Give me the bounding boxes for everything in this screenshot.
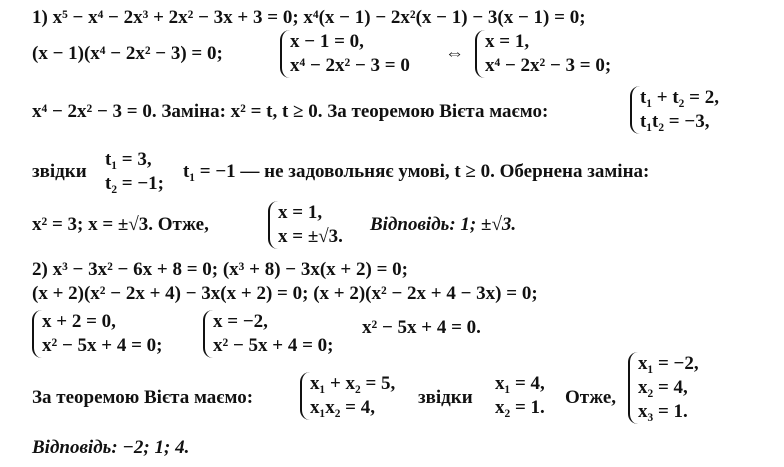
roots-t xyxy=(105,148,164,196)
part-2-line-1: 2) x³ − 3x² − 6x + 8 = 0; (x³ + 8) − 3x(x + 2) = 0; xyxy=(32,259,408,280)
system-2 xyxy=(475,30,611,78)
root-t1: t₁ = 3, xyxy=(105,149,152,170)
part-2-line-2: (x + 2)(x² − 2x + 4) − 3x(x + 2) = 0; (x + 2)(x² − 2x + 4 − 3x) = 0; xyxy=(32,283,538,304)
system-vieta-t xyxy=(630,86,719,134)
line-4-whence: звідки xyxy=(32,161,87,182)
system-x-1-row: x = 1, xyxy=(278,202,323,223)
roots-x xyxy=(495,372,545,420)
system-final-row: x₃ = 1. xyxy=(638,401,688,422)
system-1-row: x⁴ − 2x² − 3 = 0 xyxy=(290,55,410,76)
answer-2: Відповідь: −2; 1; 4. xyxy=(32,437,190,458)
system-2-row: x⁴ − 2x² − 3 = 0; xyxy=(485,55,612,76)
system-vieta-x-row: x₁x₂ = 4, xyxy=(310,397,375,418)
system-7-row: x² − 5x + 4 = 0; xyxy=(213,335,334,356)
system-6 xyxy=(32,310,163,358)
whence-2: звідки xyxy=(418,387,473,408)
system-7 xyxy=(203,310,334,358)
line-5-result: x² = 3; x = ±√3. Отже, xyxy=(32,214,209,235)
quadratic-equation: x² − 5x + 4 = 0. xyxy=(362,317,481,338)
system-1-row: x − 1 = 0, xyxy=(290,31,364,52)
root-x2: x₂ = 1. xyxy=(495,397,545,418)
vieta-line: За теоремою Вієта маємо: xyxy=(32,387,254,408)
line-3-substitution: x⁴ − 2x² − 3 = 0. Заміна: x² = t, t ≥ 0. За теоремою Вієта маємо: xyxy=(32,101,549,122)
system-2-row: x = 1, xyxy=(485,31,530,52)
system-6-row: x² − 5x + 4 = 0; xyxy=(42,335,163,356)
system-final-row: x₁ = −2, xyxy=(638,353,699,374)
system-final xyxy=(628,352,699,424)
root-x1: x₁ = 4, xyxy=(495,373,545,394)
equivalence-symbol: ⇔ xyxy=(445,43,464,64)
system-6-row: x + 2 = 0, xyxy=(42,311,116,332)
system-x-1 xyxy=(268,201,343,249)
system-1 xyxy=(280,30,410,78)
line-1-equation: 1) x⁵ − x⁴ − 2x³ + 2x² − 3x + 3 = 0; x⁴(x − 1) − 2x²(x − 1) − 3(x − 1) = 0; xyxy=(32,7,586,28)
system-final-row: x₂ = 4, xyxy=(638,377,688,398)
system-vieta-t-row: t₁t₂ = −3, xyxy=(640,111,710,132)
answer-1: Відповідь: 1; ±√3. xyxy=(370,214,517,235)
system-x-1-row: x = ±√3. xyxy=(278,226,343,247)
line-2-factorization: (x − 1)(x⁴ − 2x² − 3) = 0; xyxy=(32,43,223,64)
system-7-row: x = −2, xyxy=(213,311,268,332)
system-vieta-x xyxy=(300,372,395,420)
system-vieta-t-row: t₁ + t₂ = 2, xyxy=(640,87,719,108)
line-4-rest: t₁ = −1 — не задовольняє умові, t ≥ 0. Обернена заміна: xyxy=(183,161,650,182)
system-vieta-x-row: x₁ + x₂ = 5, xyxy=(310,373,396,394)
therefore-2: Отже, xyxy=(565,387,617,408)
root-t2: t₂ = −1; xyxy=(105,173,165,194)
